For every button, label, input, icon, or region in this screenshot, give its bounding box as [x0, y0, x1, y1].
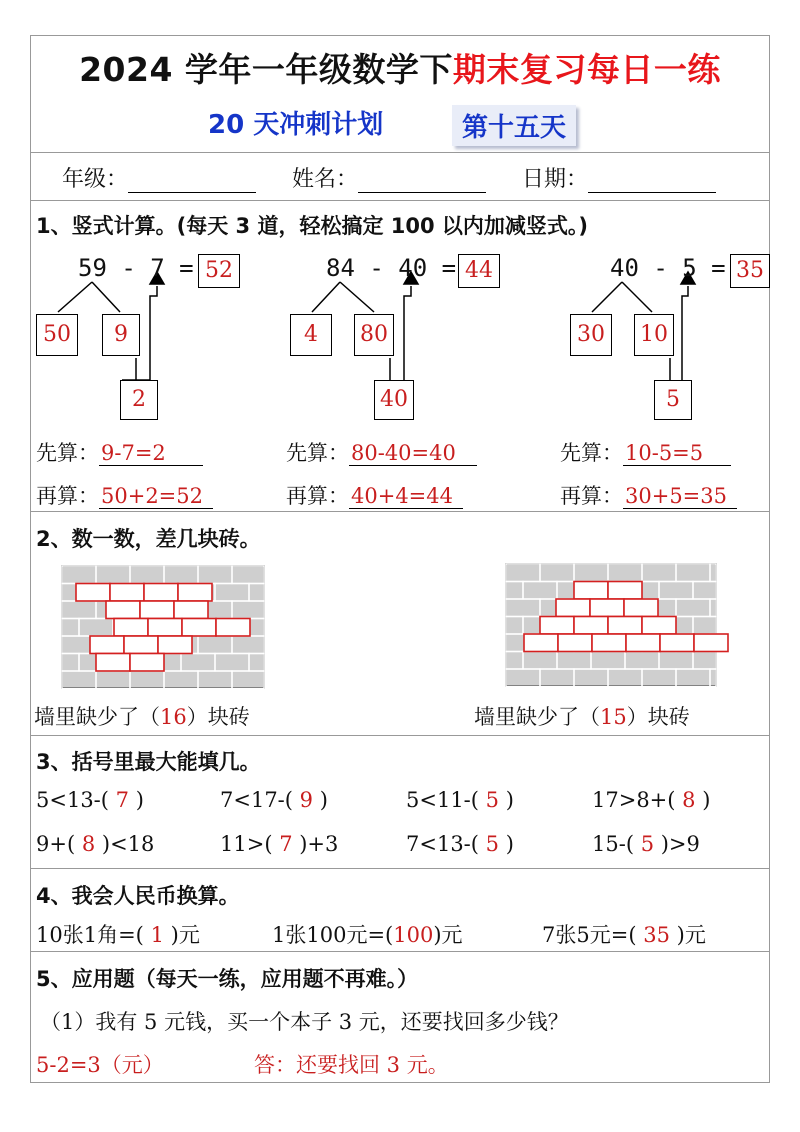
problem1-split-right[interactable]: 9 [102, 314, 140, 356]
problem2-split-right[interactable]: 80 [354, 314, 394, 356]
missing-brick [592, 634, 626, 652]
grade-label: 年级： [62, 167, 129, 192]
title-red-part: 期末复习每日一练 [452, 50, 721, 89]
section5-title: 5、应用题（每天一练，应用题不再难。） [36, 967, 419, 991]
wall2-answer: 墙里缺少了（15）块砖 [474, 705, 690, 729]
section3-title: 3、括号里最大能填几。 [36, 750, 261, 774]
bracket-item: 7<13-( 5 ) [406, 832, 514, 856]
problem1-result-box[interactable]: 52 [198, 254, 240, 288]
missing-brick [90, 636, 124, 654]
missing-brick [524, 634, 558, 652]
brick-wall-left [62, 566, 264, 689]
missing-brick [76, 584, 110, 602]
problem1-split-left[interactable]: 50 [36, 314, 78, 356]
problem2-result-box[interactable]: 44 [458, 254, 500, 288]
day-badge: 第十五天 [452, 105, 576, 146]
bracket-answer[interactable]: 7 [279, 832, 293, 856]
missing-brick [626, 634, 660, 652]
missing-brick [590, 599, 624, 617]
missing-brick [96, 654, 130, 672]
title-black-part: 2024 学年一年级数学下 [79, 50, 453, 89]
name-label: 姓名： [292, 167, 359, 192]
missing-brick [642, 617, 676, 635]
missing-brick [624, 599, 658, 617]
bracket-item: 7<17-( 9 ) [220, 788, 328, 812]
section2-title: 2、数一数，差几块砖。 [36, 527, 261, 551]
bracket-item: 5<13-( 7 ) [36, 788, 144, 812]
section1-title: 1、竖式计算。(每天 3 道，轻松搞定 100 以内加减竖式。) [36, 214, 588, 238]
missing-brick [556, 599, 590, 617]
missing-brick [148, 619, 182, 637]
bracket-item: 5<11-( 5 ) [406, 788, 514, 812]
missing-brick [174, 601, 208, 619]
problem3-then: 再算：30+5=35 [560, 480, 737, 510]
bracket-item: 17>8+( 8 ) [592, 788, 711, 812]
problem3-first: 先算：10-5=5 [560, 437, 731, 467]
word-problem-question: （1）我有 5 元钱，买一个本子 3 元，还要找回多少钱？ [40, 1010, 569, 1034]
date-label: 日期： [522, 167, 589, 192]
missing-brick [144, 584, 178, 602]
brick-wall-right [506, 564, 728, 687]
missing-brick [178, 584, 212, 602]
missing-brick [660, 634, 694, 652]
money-item: 10张1角=( 1 )元 [36, 923, 200, 947]
word-problem-answer: 答：还要找回 3 元。 [254, 1053, 449, 1077]
missing-brick [158, 636, 192, 654]
missing-brick [140, 601, 174, 619]
missing-brick [694, 634, 728, 652]
missing-brick [130, 654, 164, 672]
missing-brick [574, 617, 608, 635]
bracket-item: 15-( 5 )>9 [592, 832, 700, 856]
divider [30, 951, 770, 952]
missing-brick [106, 601, 140, 619]
bracket-item: 9+( 8 )<18 [36, 832, 155, 856]
missing-brick [216, 619, 250, 637]
word-problem-solution: 5-2=3（元） [36, 1053, 164, 1077]
bracket-item: 11>( 7 )+3 [220, 832, 339, 856]
divider [30, 735, 770, 736]
problem3-split-left[interactable]: 30 [570, 314, 612, 356]
bracket-answer[interactable]: 7 [115, 788, 130, 812]
bracket-answer[interactable]: 5 [640, 832, 655, 856]
problem2-expression: 84 - 40 = [326, 254, 457, 282]
missing-brick [574, 582, 608, 600]
money-item: 1张100元=(100)元 [272, 923, 463, 947]
problem2-then: 再算：40+4=44 [286, 480, 463, 510]
missing-brick [608, 582, 642, 600]
wall1-answer: 墙里缺少了（16）块砖 [34, 705, 250, 729]
problem1-first: 先算：9-7=2 [36, 437, 203, 467]
missing-brick [124, 636, 158, 654]
problem1-expression: 59 - 7 = [78, 254, 194, 282]
problem2-mid-box[interactable]: 40 [374, 380, 414, 420]
section4-title: 4、我会人民币换算。 [36, 884, 240, 908]
missing-brick [608, 617, 642, 635]
problem3-result-box[interactable]: 35 [730, 254, 770, 288]
divider [30, 868, 770, 869]
missing-brick [110, 584, 144, 602]
bracket-answer[interactable]: 9 [299, 788, 314, 812]
problem1-then: 再算：50+2=52 [36, 480, 213, 510]
bracket-answer[interactable]: 8 [81, 832, 96, 856]
missing-brick [114, 619, 148, 637]
problem2-first: 先算：80-40=40 [286, 437, 477, 467]
problem1-mid-box[interactable]: 2 [120, 380, 158, 420]
missing-brick [558, 634, 592, 652]
missing-brick [540, 617, 574, 635]
missing-brick [182, 619, 216, 637]
problem3-expression: 40 - 5 = [610, 254, 726, 282]
bracket-answer[interactable]: 8 [682, 788, 696, 812]
money-item: 7张5元=( 35 )元 [542, 923, 706, 947]
problem3-split-right[interactable]: 10 [634, 314, 674, 356]
plan-label: 20 天冲刺计划 [208, 110, 384, 140]
bracket-answer[interactable]: 5 [485, 832, 500, 856]
bracket-answer[interactable]: 5 [485, 788, 500, 812]
problem3-mid-box[interactable]: 5 [654, 380, 692, 420]
problem2-split-left[interactable]: 4 [290, 314, 332, 356]
